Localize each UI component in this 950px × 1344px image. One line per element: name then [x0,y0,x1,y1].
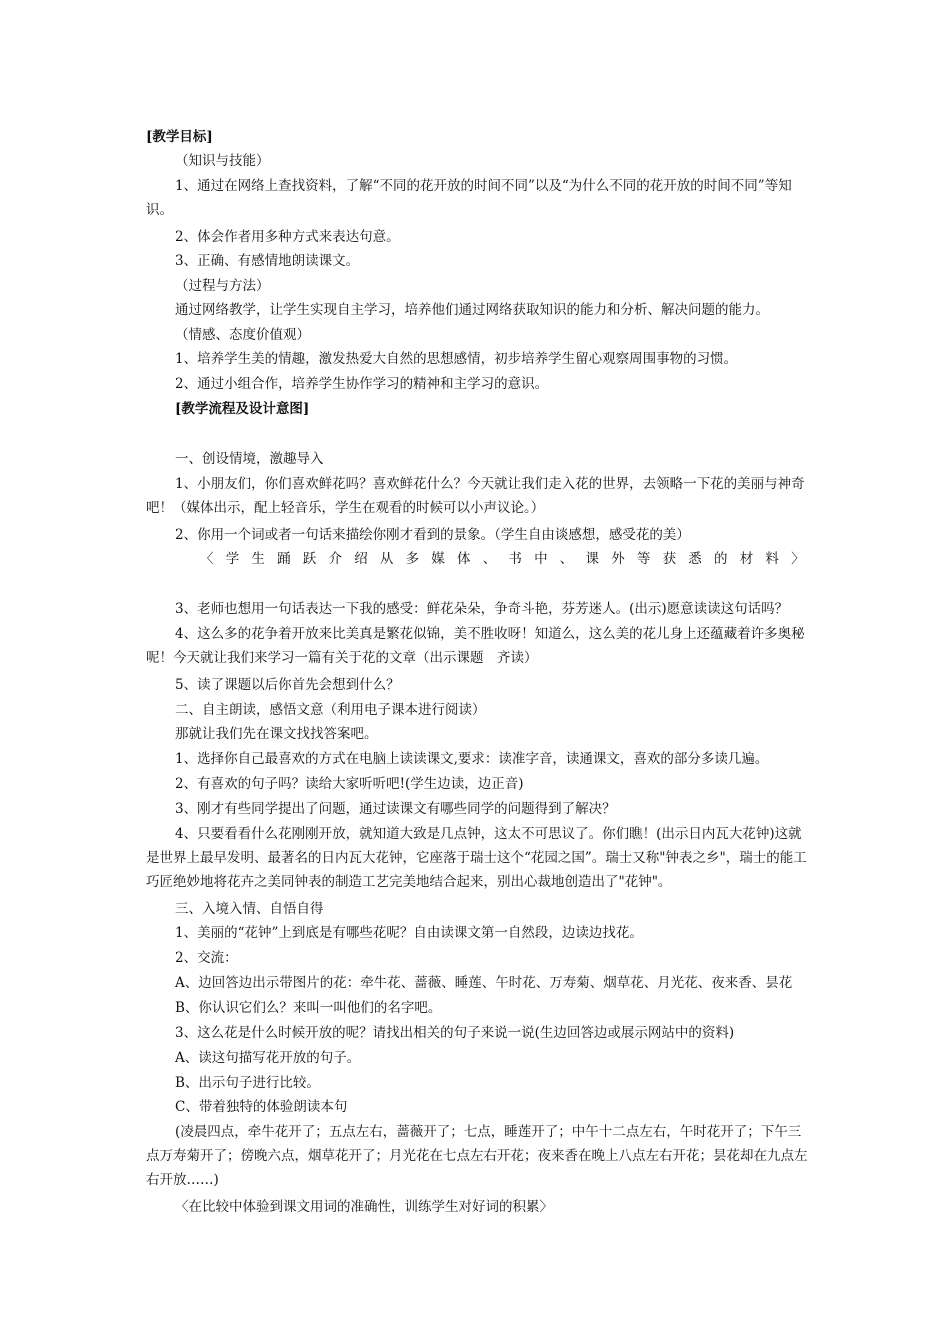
paragraph: B、出示句子进行比较。 [175,1075,320,1091]
sub-heading-knowledge: （知识与技能） [175,153,270,169]
paragraph: C、带着独特的体验朗读本句 [175,1099,348,1115]
section-heading-flow: [教学流程及设计意图] [175,401,310,417]
paragraph: 5、读了课题以后你首先会想到什么？ [175,677,400,693]
paragraph: 2、体会作者用多种方式来表达句意。 [175,229,400,245]
paragraph: 通过网络教学，让学生实现自主学习，培养他们通过网络获取知识的能力和分析、解决问题的能力。 [175,302,769,318]
paragraph: 3、刚才有些同学提出了问题，通过读课文有哪些同学的问题得到了解决？ [175,801,616,817]
paragraph: 2、有喜欢的句子吗？读给大家听听吧!(学生边读，边正音) [175,776,524,792]
paragraph: 2、你用一个词或者一句话来描绘你刚才看到的景象。（学生自由谈感想，感受花的美） [175,527,690,543]
sub-heading-emotion: （情感、态度价值观） [175,327,310,343]
paragraph-note: 〈在比较中体验到课文用词的准确性，训练学生对好词的积累〉 [175,1199,553,1215]
paragraph: A、边回答边出示带图片的花：牵牛花、蔷薇、睡莲、午时花、万寿菊、烟草花、月光花、夜来香、昙花 [175,975,793,991]
paragraph: 1、通过在网络上查找资料，了解“不同的花开放的时间不同”以及“为什么不同的花开放的时间不同”等知识。 [146,178,792,218]
paragraph: B、你认识它们么？来叫一叫他们的名字吧。 [175,1000,442,1016]
paragraph: 3、这么花是什么时候开放的呢？请找出相关的句子来说一说(生边回答边或展示网站中的资料) [175,1025,735,1041]
section-heading-goals: [教学目标] [146,129,213,145]
sub-heading-process: （过程与方法） [175,278,270,294]
paragraph: 3、老师也想用一句话表达一下我的感受：鲜花朵朵，争奇斗艳，芬芳迷人。(出示)愿意读读这句话吗？ [175,601,789,617]
paragraph: 2、交流： [175,950,238,966]
part-heading-3: 三、入境入情、自悟自得 [175,901,324,917]
paragraph: 1、小朋友们，你们喜欢鲜花吗？喜欢鲜花什么？今天就让我们走入花的世界，去领略一下花的美丽与神奇吧！（媒体出示，配上轻音乐，学生在观看的时候可以小声议论。） [146,476,805,516]
paragraph: 2、通过小组合作，培养学生协作学习的精神和主学习的意识。 [175,376,549,392]
part-heading-2: 二、自主朗读，感悟文意（利用电子课本进行阅读） [175,702,486,718]
paragraph: 4、只要看看什么花刚刚开放，就知道大致是几点钟，这太不可思议了。你们瞧！(出示日内瓦大花钟)这就是世界上最早发明、最著名的日内瓦大花钟，它座落于瑞士这个“花园之国”。瑞士又称"钟表之乡"，瑞士的能工巧匠绝妙地将花卉之美同钟表的制造工艺完美地结合起来，别出心裁地创造出了"花钟"。 [146,826,807,890]
paragraph: 1、美丽的“花钟”上到底是有哪些花呢？自由读课文第一自然段，边读边找花。 [175,925,643,941]
paragraph: A、读这句描写花开放的句子。 [175,1050,361,1066]
paragraph: 1、选择你自己最喜欢的方式在电脑上读读课文,要求：读准字音，读通课文，喜欢的部分多读几遍。 [175,751,769,767]
paragraph-quote: (凌晨四点，牵牛花开了；五点左右，蔷薇开了；七点，睡莲开了；中午十二点左右，午时花开了；下午三点万寿菊开了；傍晚六点，烟草花开了；月光花在七点左右开花；夜来香在晚上八点左右开花；昙花却在九点左右开放……) [146,1124,808,1188]
paragraph-note: 〈学生踊跃介绍从多媒体、书中、课外等获悉的材料〉 [200,551,817,567]
paragraph: 4、这么多的花争着开放来比美真是繁花似锦，美不胜收呀！知道么，这么美的花儿身上还蕴藏着许多奥秘呢！今天就让我们来学习一篇有关于花的文章（出示课题 齐读） [146,626,805,666]
paragraph: 3、正确、有感情地朗读课文。 [175,253,360,269]
part-heading-1: 一、创设情境，激趣导入 [175,451,324,467]
paragraph: 那就让我们先在课文找找答案吧。 [175,726,378,742]
paragraph: 1、培养学生美的情趣，激发热爱大自然的思想感情，初步培养学生留心观察周围事物的习惯。 [175,351,738,367]
